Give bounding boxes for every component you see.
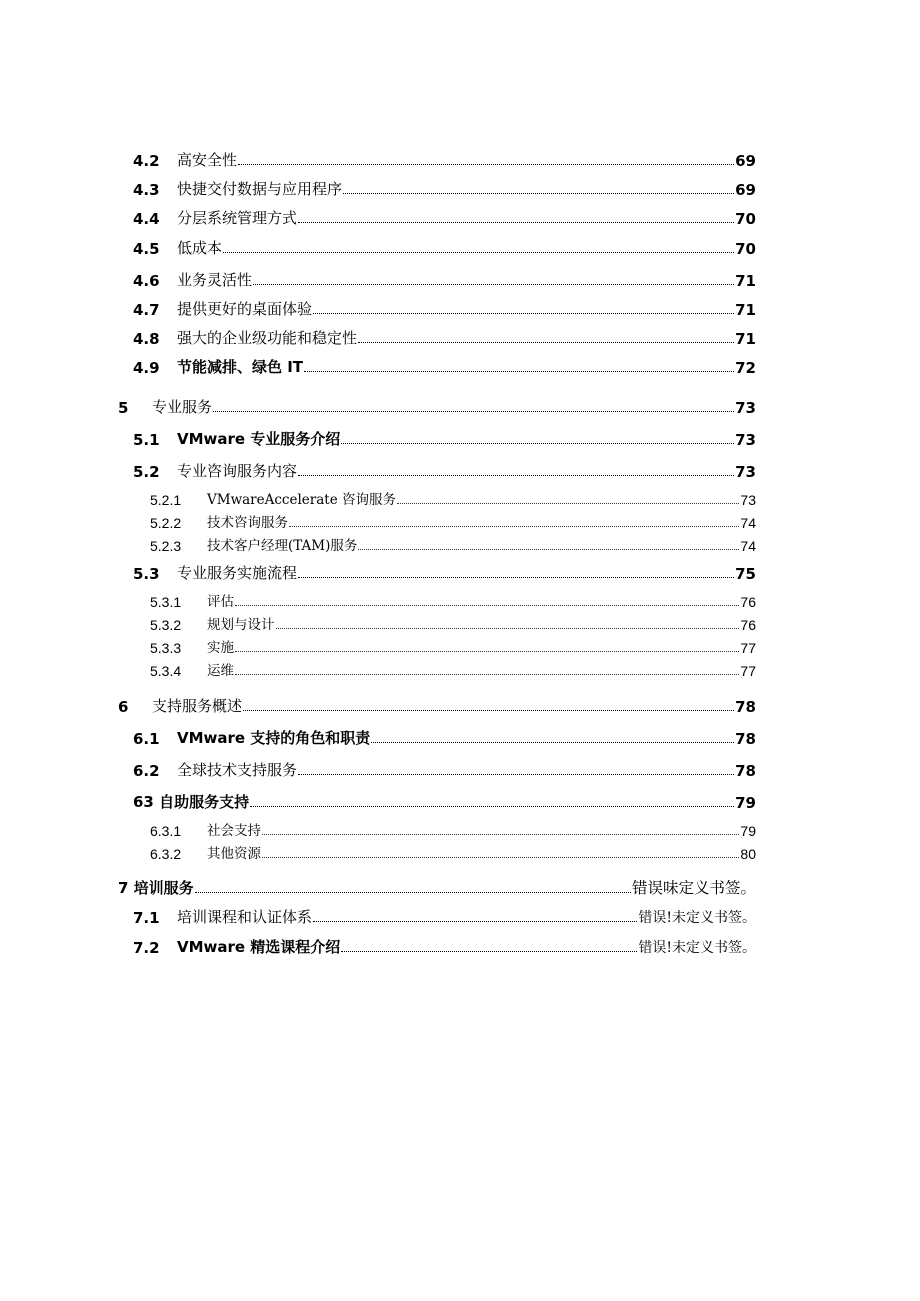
toc-number: 5.2.2 bbox=[150, 515, 182, 531]
toc-leader bbox=[371, 742, 734, 743]
toc-leader bbox=[343, 193, 734, 194]
toc-page: 71 bbox=[735, 301, 756, 319]
toc-page: 75 bbox=[735, 565, 756, 583]
toc-leader bbox=[250, 806, 734, 807]
toc-page: 76 bbox=[740, 617, 756, 633]
toc-entry-4-5[interactable] bbox=[133, 236, 756, 258]
toc-page: 73 bbox=[735, 463, 756, 481]
toc-entry-5-3-2[interactable] bbox=[150, 611, 756, 633]
toc-leader bbox=[289, 526, 739, 527]
toc-number: 7.1 bbox=[133, 909, 160, 927]
toc-leader bbox=[213, 411, 734, 412]
toc-page: 78 bbox=[735, 762, 756, 780]
toc-number: 5.2.3 bbox=[150, 538, 182, 554]
toc-number: 4.3 bbox=[133, 181, 160, 199]
toc-page: 79 bbox=[735, 794, 756, 812]
toc-page: 70 bbox=[735, 210, 756, 228]
toc-leader bbox=[238, 164, 734, 165]
toc-entry-4-7[interactable] bbox=[133, 297, 756, 319]
toc-entry-5[interactable] bbox=[118, 395, 756, 417]
toc-title: 社会支持 bbox=[207, 823, 261, 839]
toc-page: 71 bbox=[735, 272, 756, 290]
toc-number: 4.8 bbox=[133, 330, 160, 348]
toc-title: 节能减排、绿色 IT bbox=[177, 358, 304, 376]
toc-page: 79 bbox=[740, 823, 756, 839]
toc-page: 78 bbox=[735, 730, 756, 748]
toc-number: 6.3.1 bbox=[150, 823, 182, 839]
toc-page: 69 bbox=[735, 181, 756, 199]
toc-entry-6-3[interactable] bbox=[133, 790, 756, 812]
toc-leader bbox=[397, 503, 739, 504]
toc-number: 4.4 bbox=[133, 210, 160, 228]
toc-entry-7-2[interactable] bbox=[133, 935, 756, 957]
toc-leader bbox=[304, 371, 734, 372]
toc-entry-6-3-1[interactable] bbox=[150, 817, 756, 839]
toc-title: VMware 专业服务介绍 bbox=[177, 430, 341, 448]
toc-number: 4.5 bbox=[133, 240, 160, 258]
toc-number: 5.3 bbox=[133, 565, 160, 583]
toc-number: 6.3.2 bbox=[150, 846, 182, 862]
toc-number: 6 bbox=[118, 698, 129, 716]
toc-number: 5.1 bbox=[133, 431, 160, 449]
toc-entry-4-8[interactable] bbox=[133, 326, 756, 348]
toc-page: 77 bbox=[740, 640, 756, 656]
toc-entry-5-2-1[interactable] bbox=[150, 486, 756, 508]
toc-number: 5.3.4 bbox=[150, 663, 182, 679]
toc-page: 71 bbox=[735, 330, 756, 348]
toc-title: 低成本 bbox=[177, 239, 223, 257]
toc-leader bbox=[341, 443, 734, 444]
toc-number: 4.9 bbox=[133, 359, 160, 377]
toc-leader bbox=[358, 342, 734, 343]
toc-leader bbox=[243, 710, 734, 711]
toc-number: 4.7 bbox=[133, 301, 160, 319]
toc-entry-4-3[interactable] bbox=[133, 177, 756, 199]
toc-entry-6-2[interactable] bbox=[133, 758, 756, 780]
toc-leader bbox=[341, 951, 637, 952]
toc-leader bbox=[298, 475, 734, 476]
toc-page: 77 bbox=[740, 663, 756, 679]
toc-title: 7 培训服务 bbox=[118, 879, 194, 897]
toc-entry-5-3[interactable] bbox=[133, 561, 756, 583]
toc-number: 7.2 bbox=[133, 939, 160, 957]
toc-title: 分层系统管理方式 bbox=[177, 209, 298, 227]
toc-title: 专业服务实施流程 bbox=[177, 564, 298, 582]
toc-number: 6.1 bbox=[133, 730, 160, 748]
toc-leader bbox=[298, 222, 734, 223]
toc-title: 高安全性 bbox=[177, 151, 238, 169]
toc-page: 76 bbox=[740, 594, 756, 610]
toc-leader bbox=[298, 577, 734, 578]
toc-page: 78 bbox=[735, 698, 756, 716]
toc-page: 74 bbox=[740, 538, 756, 554]
toc-entry-5-3-4[interactable] bbox=[150, 657, 756, 679]
toc-title: 运维 bbox=[207, 663, 234, 679]
toc-title: 全球技术支持服务 bbox=[177, 761, 298, 779]
toc-leader bbox=[235, 651, 739, 652]
toc-number: 5.3.1 bbox=[150, 594, 182, 610]
toc-entry-5-2-3[interactable] bbox=[150, 532, 756, 554]
toc-title: 实施 bbox=[207, 640, 234, 656]
toc-page-error: 错误!未定义书签。 bbox=[638, 940, 756, 956]
toc-entry-5-3-3[interactable] bbox=[150, 634, 756, 656]
toc-entry-4-4[interactable] bbox=[133, 206, 756, 228]
toc-leader bbox=[235, 674, 739, 675]
toc-title: 支持服务概述 bbox=[152, 697, 243, 715]
toc-entry-7-1[interactable] bbox=[133, 905, 756, 927]
toc-leader bbox=[262, 857, 739, 858]
toc-leader bbox=[358, 549, 739, 550]
toc-page: 80 bbox=[740, 846, 756, 862]
toc-leader bbox=[253, 284, 734, 285]
toc-number: 5.2.1 bbox=[150, 492, 182, 508]
toc-number: 5 bbox=[118, 399, 129, 417]
toc-leader bbox=[313, 313, 734, 314]
toc-page: 73 bbox=[735, 431, 756, 449]
toc-leader bbox=[262, 834, 739, 835]
toc-page: 74 bbox=[740, 515, 756, 531]
toc-leader bbox=[313, 921, 637, 922]
toc-title: 技术咨询服务 bbox=[207, 515, 288, 531]
toc-page: 70 bbox=[735, 240, 756, 258]
toc-title: 技术客户经理(TAM)服务 bbox=[207, 538, 358, 554]
toc-page: 69 bbox=[735, 152, 756, 170]
toc-page-error: 错误味定义书签。 bbox=[631, 879, 756, 897]
toc-number: 5.3.3 bbox=[150, 640, 182, 656]
toc-entry-7[interactable] bbox=[118, 876, 756, 898]
toc-title: VMware 支持的角色和职责 bbox=[177, 729, 371, 747]
toc-page: 73 bbox=[735, 399, 756, 417]
toc-title: 快捷交付数据与应用程序 bbox=[177, 180, 343, 198]
toc-entry-6-3-2[interactable] bbox=[150, 840, 756, 862]
toc-leader bbox=[235, 605, 739, 606]
toc-entry-5-1[interactable] bbox=[133, 427, 756, 449]
toc-leader bbox=[195, 892, 631, 893]
toc-page: 72 bbox=[735, 359, 756, 377]
toc-title: 其他资源 bbox=[207, 846, 261, 862]
toc-title: 评估 bbox=[207, 594, 234, 610]
toc-title: 专业咨询服务内容 bbox=[177, 462, 298, 480]
toc-page-error: 错误!未定义书签。 bbox=[638, 910, 756, 926]
toc-entry-4-6[interactable] bbox=[133, 268, 756, 290]
toc-entry-5-2-2[interactable] bbox=[150, 509, 756, 531]
toc-entry-6-1[interactable] bbox=[133, 726, 756, 748]
toc-title: 强大的企业级功能和稳定性 bbox=[177, 329, 358, 347]
toc-title: VMwareAccelerate 咨询服务 bbox=[207, 492, 396, 508]
toc-leader bbox=[276, 628, 740, 629]
toc-title: 培训课程和认证体系 bbox=[177, 908, 313, 926]
toc-title: 专业服务 bbox=[152, 398, 213, 416]
toc-title: VMware 精选课程介绍 bbox=[177, 938, 341, 956]
toc-number: 5.2 bbox=[133, 463, 160, 481]
toc-entry-5-3-1[interactable] bbox=[150, 588, 756, 610]
toc-entry-4-9[interactable] bbox=[133, 355, 756, 377]
toc-number: 6.2 bbox=[133, 762, 160, 780]
toc-page: 73 bbox=[740, 492, 756, 508]
toc-title: 提供更好的桌面体验 bbox=[177, 300, 313, 318]
toc-title: 规划与设计 bbox=[207, 617, 275, 633]
toc-leader bbox=[298, 774, 734, 775]
toc-entry-5-2[interactable] bbox=[133, 459, 756, 481]
toc-leader bbox=[223, 252, 734, 253]
toc-entry-6[interactable] bbox=[118, 694, 756, 716]
toc-number: 4.2 bbox=[133, 152, 160, 170]
toc-number: 5.3.2 bbox=[150, 617, 182, 633]
toc-number: 4.6 bbox=[133, 272, 160, 290]
toc-title: 业务灵活性 bbox=[177, 271, 253, 289]
toc-entry-4-2[interactable] bbox=[133, 148, 756, 170]
toc-title: 63 自助服务支持 bbox=[133, 793, 250, 811]
